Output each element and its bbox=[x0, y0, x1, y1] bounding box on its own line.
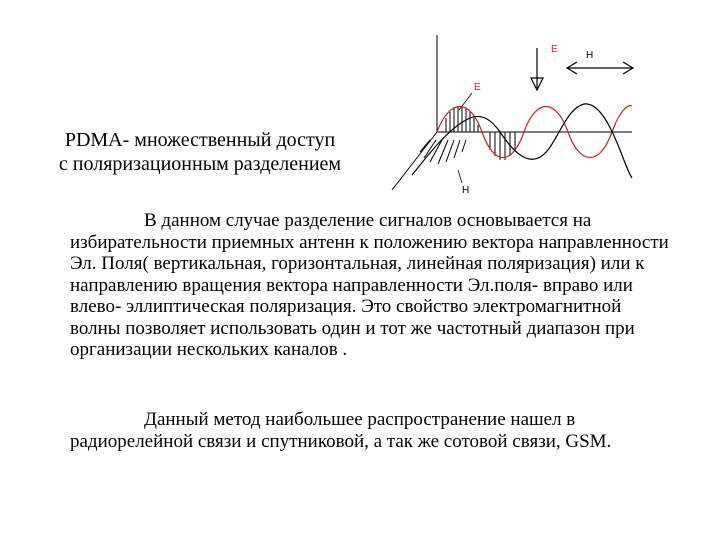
h-pointer bbox=[458, 170, 462, 183]
label-h-bottom: H bbox=[462, 185, 470, 196]
body-paragraph-1: В данном случае разделение сигналов основывается на избирательности приемных антенн к положению вектора направленности Эл. Поля( вертикальная, горизонтальная, линейная поляризация) или к направлению вращения вектора направленности Эл.поля- вправо или влево- эллиптическая поляризация. Это свойство электромагнитной волны позволяет использовать один и тот же частотный диапазон при организации нескольких каналов . bbox=[70, 210, 669, 360]
title-line-1: PDMA- множественный доступ bbox=[64, 129, 336, 151]
label-e-mid: E bbox=[474, 82, 481, 93]
label-h-top: H bbox=[586, 50, 594, 61]
h-lobe-hatching bbox=[420, 140, 466, 164]
label-e-top: E bbox=[551, 44, 558, 55]
h-wave-curve bbox=[412, 104, 632, 178]
slide-title bbox=[30, 128, 370, 176]
title-line-2: с поляризационным разделением bbox=[58, 153, 342, 175]
body-paragraph-2: Данный метод наибольшее распространение нашел в радиорелейной связи и спутниковой, а так же сотовой связи, GSM. bbox=[70, 409, 612, 452]
